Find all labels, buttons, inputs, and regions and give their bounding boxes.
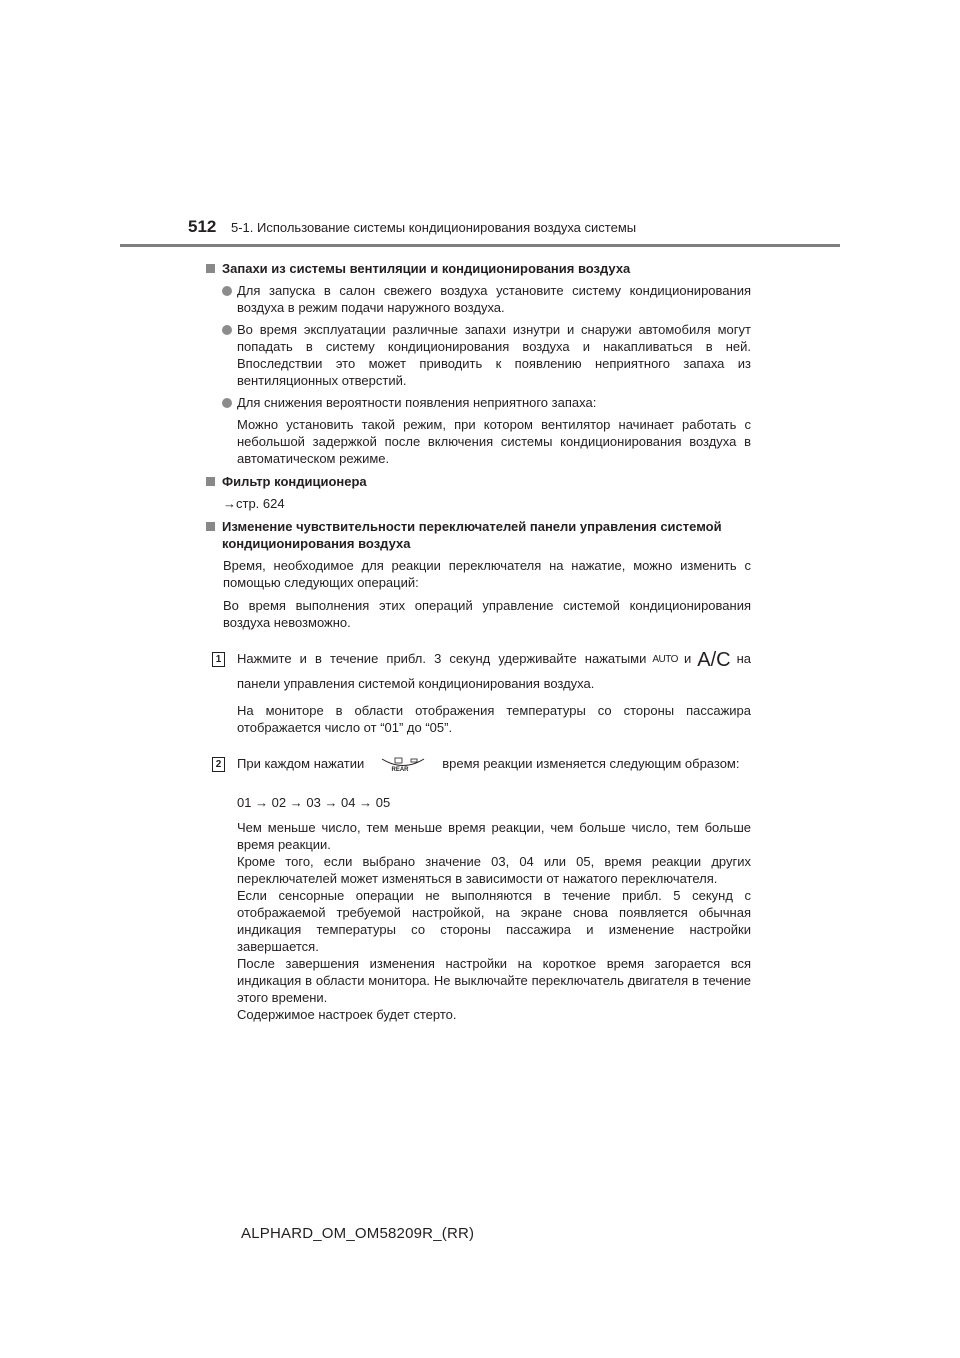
document-code: ALPHARD_OM_OM58209R_(RR)	[241, 1225, 475, 1242]
sensitivity-warning: Во время выполнения этих операций управление системой кондиционирования воздуха невозможно.	[223, 598, 751, 630]
step-1-note: На мониторе в области отображения температуры со стороны пассажира отображается число от “01” до “05”.	[237, 703, 751, 735]
step-2-note-1: Чем меньше число, тем меньше время реакции, чем больше число, тем больше время реакции.	[237, 820, 751, 852]
section-title: 5-1. Использование системы кондиционирования воздуха системы	[231, 220, 637, 235]
square-bullet-icon	[206, 264, 215, 273]
round-bullet-icon	[222, 325, 232, 335]
round-bullet-icon	[222, 398, 232, 408]
step-number-2: 2	[212, 757, 225, 772]
ac-button-icon: A/C	[697, 649, 731, 671]
round-bullet-icon	[222, 286, 232, 296]
odor-reduction-text: Можно установить такой режим, при котором вентилятор начинает работать с небольшой задержкой после включения системы кондиционирования воздуха в автоматическом режиме.	[237, 417, 751, 466]
sensitivity-intro: Время, необходимое для реакции переключателя на нажатие, можно изменить с помощью следующих операций:	[223, 558, 751, 590]
bullet-fresh-air: Для запуска в салон свежего воздуха установите систему кондиционирования воздуха в режим подачи наружного воздуха.	[206, 282, 751, 316]
page-number: 512	[188, 217, 217, 236]
step-2-note-4: После завершения изменения настройки на короткое время загорается вся индикация в области монитора. Не выключайте переключатель двигателя в течение этого времени.	[237, 956, 751, 1005]
auto-button-icon: AUTO	[652, 654, 678, 665]
page-content	[206, 256, 751, 1029]
step-number-1: 1	[212, 652, 225, 667]
header-divider	[120, 244, 840, 247]
step-2-note-3: Если сенсорные операции не выполняются в течение прибл. 5 секунд с отображаемой требуемой настройкой, на экране снова появляется обычная индикация температуры со стороны пассажира и изменение настройки завершается.	[237, 888, 751, 954]
step-2-note-5: Содержимое настроек будет стерто.	[237, 1007, 457, 1022]
bullet-odor-accumulation: Во время эксплуатации различные запахи изнутри и снаружи автомобиля могут попадать в систему кондиционирования воздуха и накапливаться в ней. Впоследствии это может приводить к появлению неприятного запаха из вентиляционных отверстий.	[206, 321, 751, 389]
square-bullet-icon	[206, 477, 215, 486]
filter-page-reference[interactable]: →стр. 624	[223, 496, 285, 511]
rear-button-icon	[380, 756, 426, 786]
step-2-notes	[206, 819, 751, 1023]
step-2-note-2: Кроме того, если выбрано значение 03, 04 или 05, время реакции других переключателей может изменяться в зависимости от нажатого переключателя.	[237, 854, 751, 886]
response-sequence: 01 → 02 → 03 → 04 → 05	[237, 795, 391, 810]
heading-filter: Фильтр кондиционера	[206, 473, 751, 490]
bullet-odor-reduction: Для снижения вероятности появления неприятного запаха:	[206, 394, 751, 411]
svg-text:REAR: REAR	[391, 767, 409, 773]
page-header	[188, 217, 788, 237]
step-2: 2 При каждом нажатии REAR время реакции изменяется следующим образом:	[206, 752, 751, 786]
heading-odors: Запахи из системы вентиляции и кондиционирования воздуха	[206, 260, 751, 277]
heading-sensitivity: Изменение чувствительности переключателей панели управления системой кондиционирования воздуха	[206, 518, 751, 552]
step-1: 1 Нажмите и в течение прибл. 3 секунд удерживайте нажатыми AUTO и A/C на панели управления системой кондиционирования воздуха.	[206, 647, 751, 696]
square-bullet-icon	[206, 522, 215, 531]
